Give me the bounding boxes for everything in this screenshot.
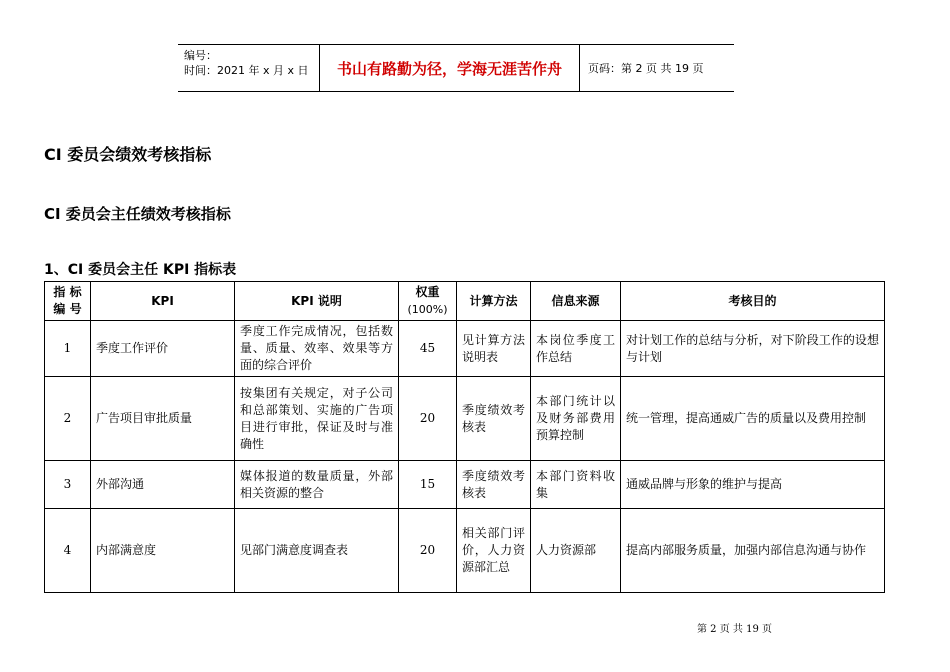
- table-row: [45, 461, 885, 509]
- cell-source: 本部门资料收集: [531, 461, 621, 509]
- header-weight: 权重 (100%): [399, 282, 457, 321]
- cell-kpi: 内部满意度: [91, 509, 235, 593]
- table-header-row: [45, 282, 885, 321]
- cell-desc: 见部门满意度调查表: [235, 509, 399, 593]
- cell-purpose: 对计划工作的总结与分析，对下阶段工作的设想与计划: [621, 321, 885, 377]
- table-row: [45, 509, 885, 593]
- page-header: [178, 44, 734, 92]
- cell-kpi: 外部沟通: [91, 461, 235, 509]
- cell-weight: 45: [399, 321, 457, 377]
- kpi-table: [44, 281, 885, 593]
- header-desc: KPI 说明: [235, 282, 399, 321]
- cell-no: 2: [45, 377, 91, 461]
- cell-weight: 15: [399, 461, 457, 509]
- page-footer: 第 2 页 共 19 页: [697, 624, 772, 635]
- cell-kpi: 广告项目审批质量: [91, 377, 235, 461]
- cell-method: 季度绩效考核表: [457, 377, 531, 461]
- cell-desc: 季度工作完成情况，包括数量、质量、效率、效果等方面的综合评价: [235, 321, 399, 377]
- cell-kpi: 季度工作评价: [91, 321, 235, 377]
- header-slogan: 书山有路勤为径，学海无涯苦作舟: [320, 45, 580, 91]
- cell-method: 季度绩效考核表: [457, 461, 531, 509]
- cell-weight: 20: [399, 377, 457, 461]
- cell-purpose: 统一管理，提高通威广告的质量以及费用控制: [621, 377, 885, 461]
- table-row: [45, 321, 885, 377]
- header-kpi: KPI: [91, 282, 235, 321]
- header-page-number: 页码：第 2 页 共 19 页: [588, 62, 704, 75]
- cell-purpose: 通威品牌与形象的维护与提高: [621, 461, 885, 509]
- header-source: 信息来源: [531, 282, 621, 321]
- cell-source: 本岗位季度工作总结: [531, 321, 621, 377]
- cell-weight: 20: [399, 509, 457, 593]
- cell-purpose: 提高内部服务质量，加强内部信息沟通与协作: [621, 509, 885, 593]
- cell-no: 3: [45, 461, 91, 509]
- document-title: CI 委员会绩效考核指标: [44, 145, 212, 164]
- header-index: 指 标 编 号: [45, 282, 91, 321]
- cell-source: 本部门统计以及财务部费用预算控制: [531, 377, 621, 461]
- header-purpose: 考核目的: [621, 282, 885, 321]
- table-title: 1、CI 委员会主任 KPI 指标表: [44, 262, 237, 278]
- cell-method: 见计算方法说明表: [457, 321, 531, 377]
- cell-no: 1: [45, 321, 91, 377]
- cell-no: 4: [45, 509, 91, 593]
- header-time: 时间：2021 年 x 月 x 日: [184, 64, 309, 77]
- cell-source: 人力资源部: [531, 509, 621, 593]
- cell-desc: 按集团有关规定，对子公司和总部策划、实施的广告项目进行审批，保证及时与准确性: [235, 377, 399, 461]
- header-method: 计算方法: [457, 282, 531, 321]
- header-meta: [178, 45, 320, 91]
- header-number: 编号：: [184, 49, 217, 62]
- section-title: CI 委员会主任绩效考核指标: [44, 205, 231, 223]
- table-row: [45, 377, 885, 461]
- cell-method: 相关部门评价，人力资源部汇总: [457, 509, 531, 593]
- cell-desc: 媒体报道的数量质量，外部相关资源的整合: [235, 461, 399, 509]
